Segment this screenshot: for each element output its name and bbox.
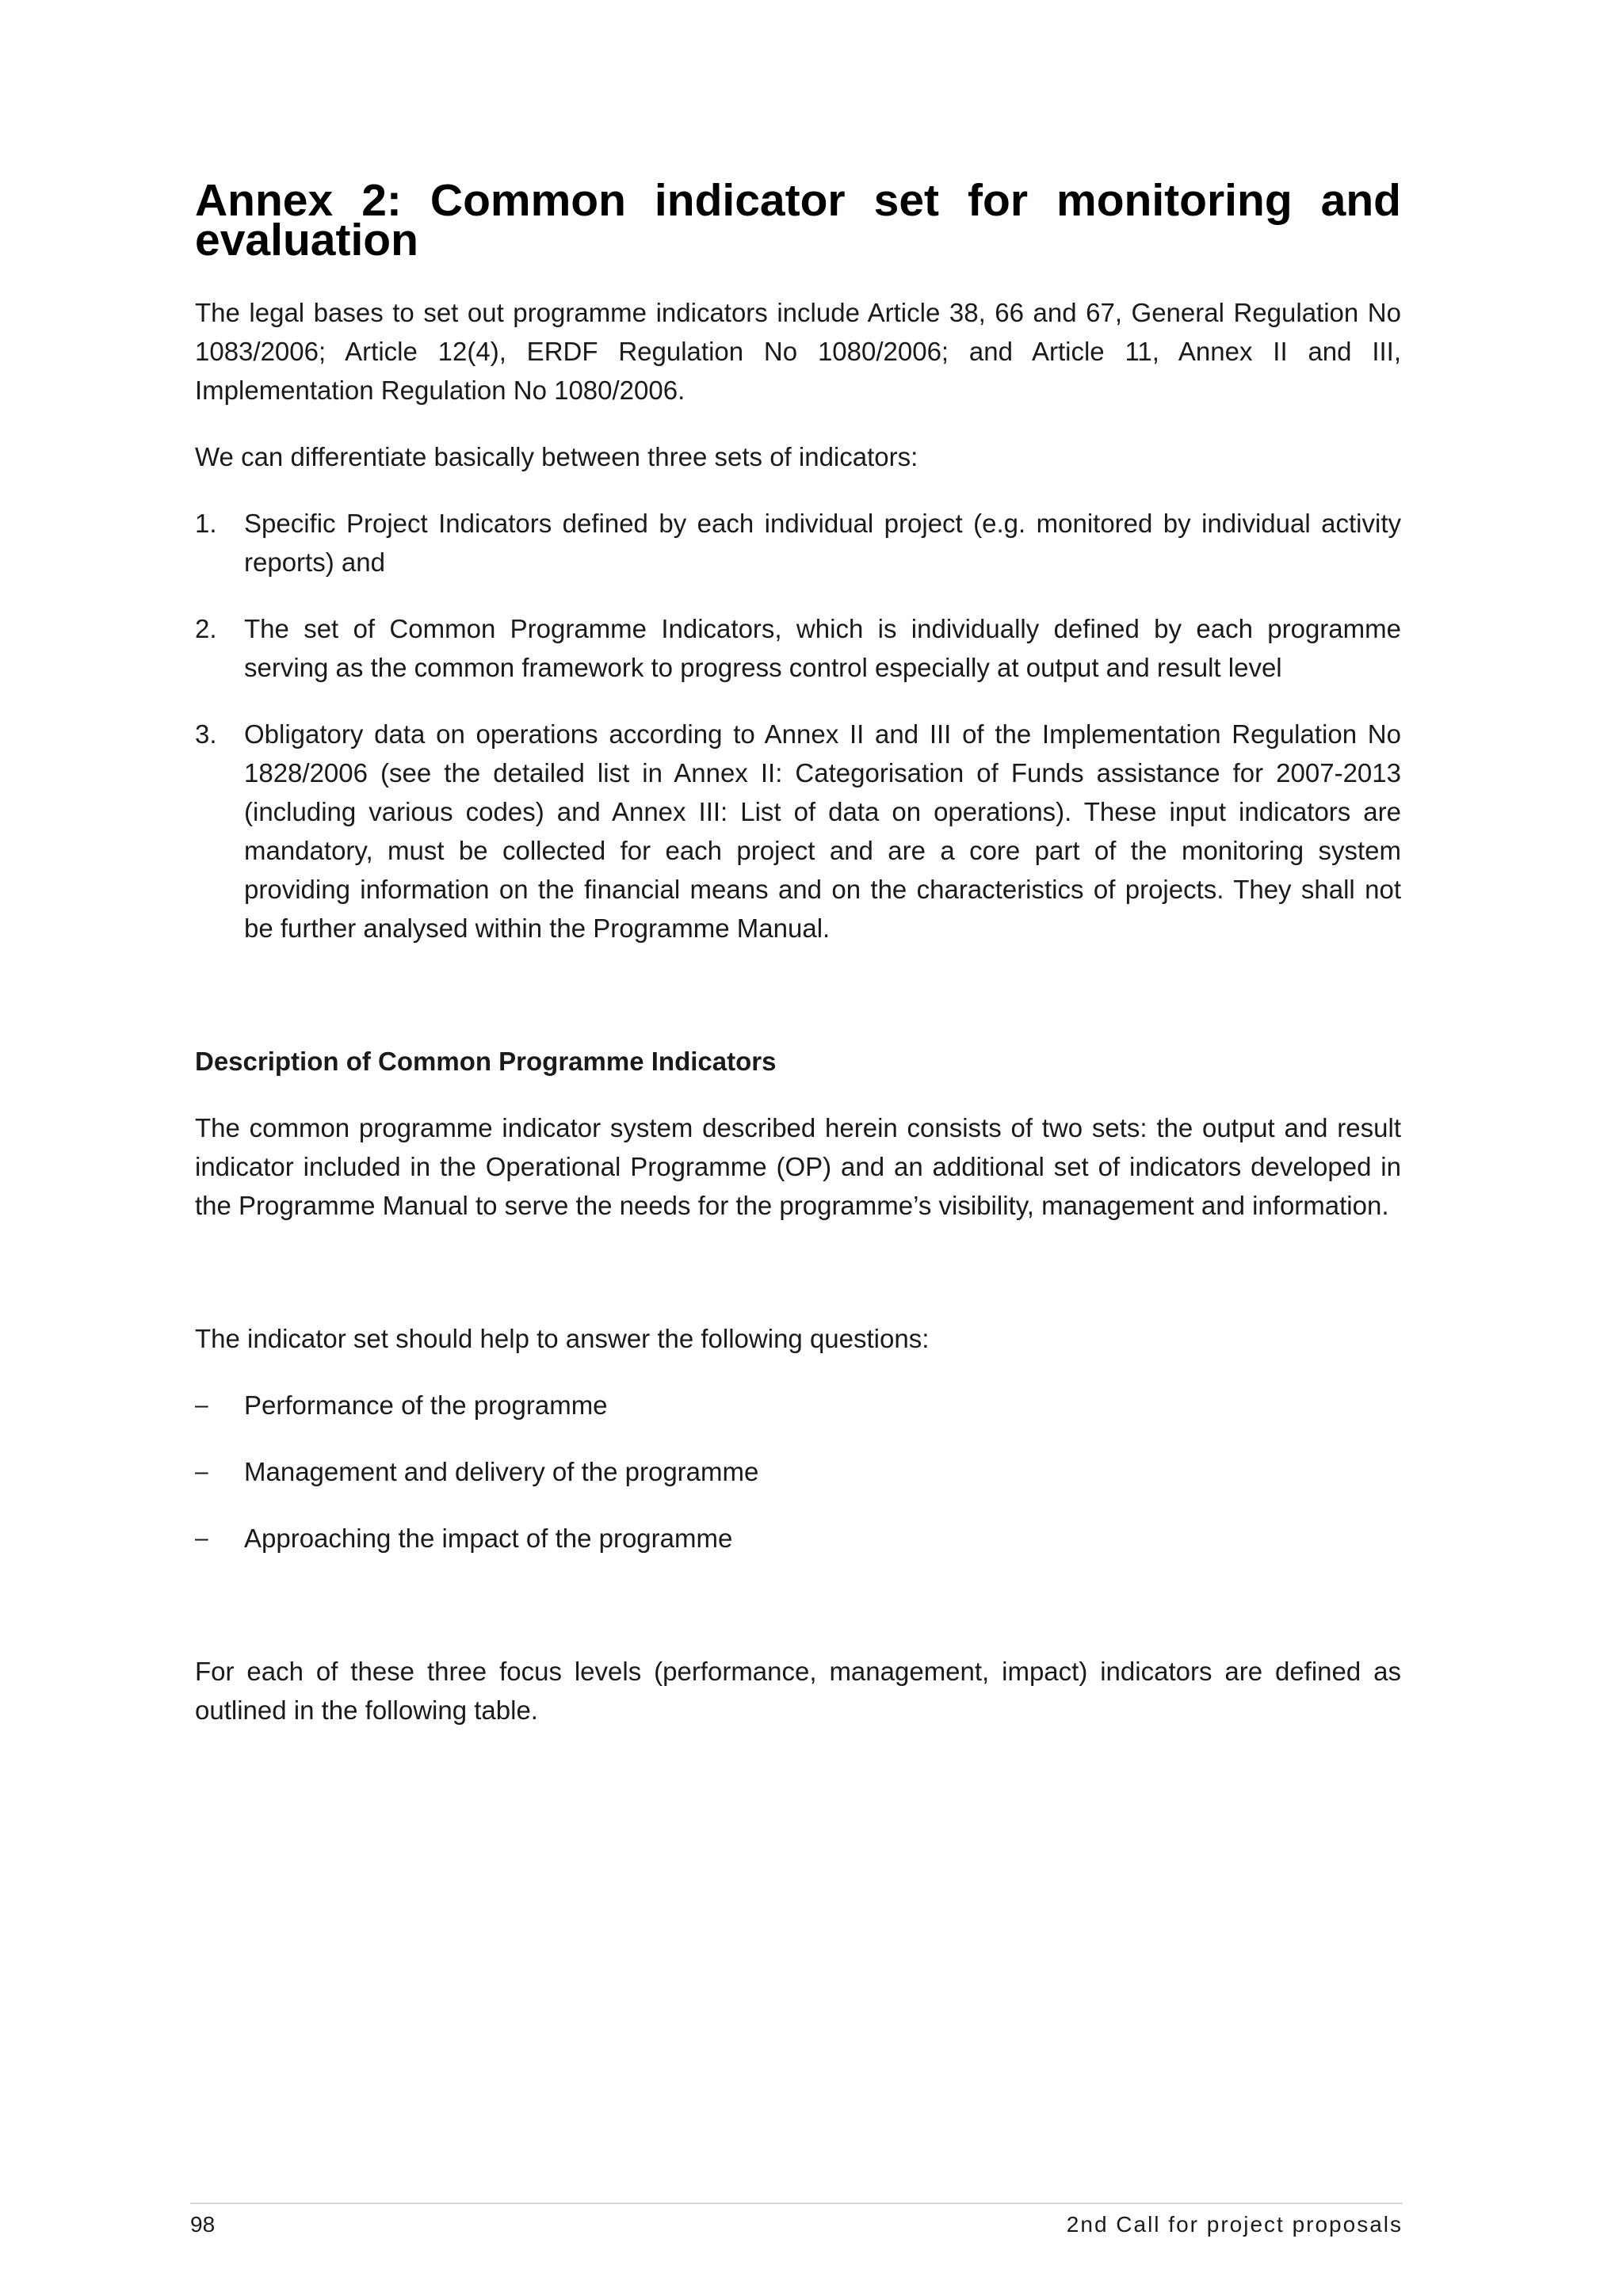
list-item-text: Obligatory data on operations according to Annex II and III of the Implementation Regulation No 1828/2006 (see the detailed list in Annex II: Categorisation of Funds assistance for 2007-2013 (including various codes) and Annex III: List of data on operations). These input indicators are mandatory, must be collected for each project and are a core part of the monitoring system providing information on the financial means and on the characteristics of projects. They shall not be further analysed within the Programme Manual. <box>244 719 1401 943</box>
page-number: 98 <box>190 2212 216 2237</box>
page-footer <box>190 2203 1403 2239</box>
list-marker: – <box>195 1459 208 1485</box>
intro-paragraph: The legal bases to set out programme indicators include Article 38, 66 and 67, General Regulation No 1083/2006; Article 12(4), ERDF Regulation No 1080/2006; and Article 11, Annex II and III, Implementation Regulation No 1080/2006. <box>195 298 1401 405</box>
spacer <box>195 975 1401 1042</box>
list-marker: – <box>195 1392 208 1418</box>
document-title: 2nd Call for project proposals <box>1066 2212 1403 2237</box>
spacer <box>195 1585 1401 1652</box>
list-item-text: Specific Project Indicators defined by each individual project (e.g. monitored by individual activity reports) and <box>244 509 1401 577</box>
list-item-text: The set of Common Programme Indicators, which is individually defined by each programme serving as the common framework to progress control especially at output and result level <box>244 614 1401 682</box>
differentiate-paragraph: We can differentiate basically between three sets of indicators: <box>195 442 918 471</box>
closing-paragraph: For each of these three focus levels (performance, management, impact) indicators are defined as outlined in the following table. <box>195 1657 1401 1725</box>
list-item <box>195 715 1401 948</box>
list-marker: 3. <box>195 719 217 749</box>
list-marker: – <box>195 1525 208 1551</box>
list-item <box>195 1386 1401 1425</box>
list-item-text: Management and delivery of the programme <box>244 1457 759 1486</box>
page-content <box>195 175 1401 1757</box>
list-item <box>195 609 1401 687</box>
questions-list <box>195 1386 1401 1558</box>
questions-intro-paragraph: The indicator set should help to answer the following questions: <box>195 1324 930 1353</box>
list-marker: 2. <box>195 614 217 643</box>
list-item-text: Approaching the impact of the programme <box>244 1524 733 1553</box>
list-item <box>195 1519 1401 1558</box>
page-title: Annex 2: Common indicator set for monitoring and evaluation <box>195 175 1401 265</box>
list-item <box>195 504 1401 582</box>
list-item-text: Performance of the programme <box>244 1390 608 1420</box>
indicator-sets-list <box>195 504 1401 948</box>
spacer <box>195 1253 1401 1319</box>
list-item <box>195 1452 1401 1491</box>
list-marker: 1. <box>195 509 217 538</box>
section-heading: Description of Common Programme Indicators <box>195 1047 777 1076</box>
description-paragraph: The common programme indicator system described herein consists of two sets: the output and result indicator included in the Operational Programme (OP) and an additional set of indicators developed in the Programme Manual to serve the needs for the programme’s visibility, management and information. <box>195 1113 1401 1220</box>
